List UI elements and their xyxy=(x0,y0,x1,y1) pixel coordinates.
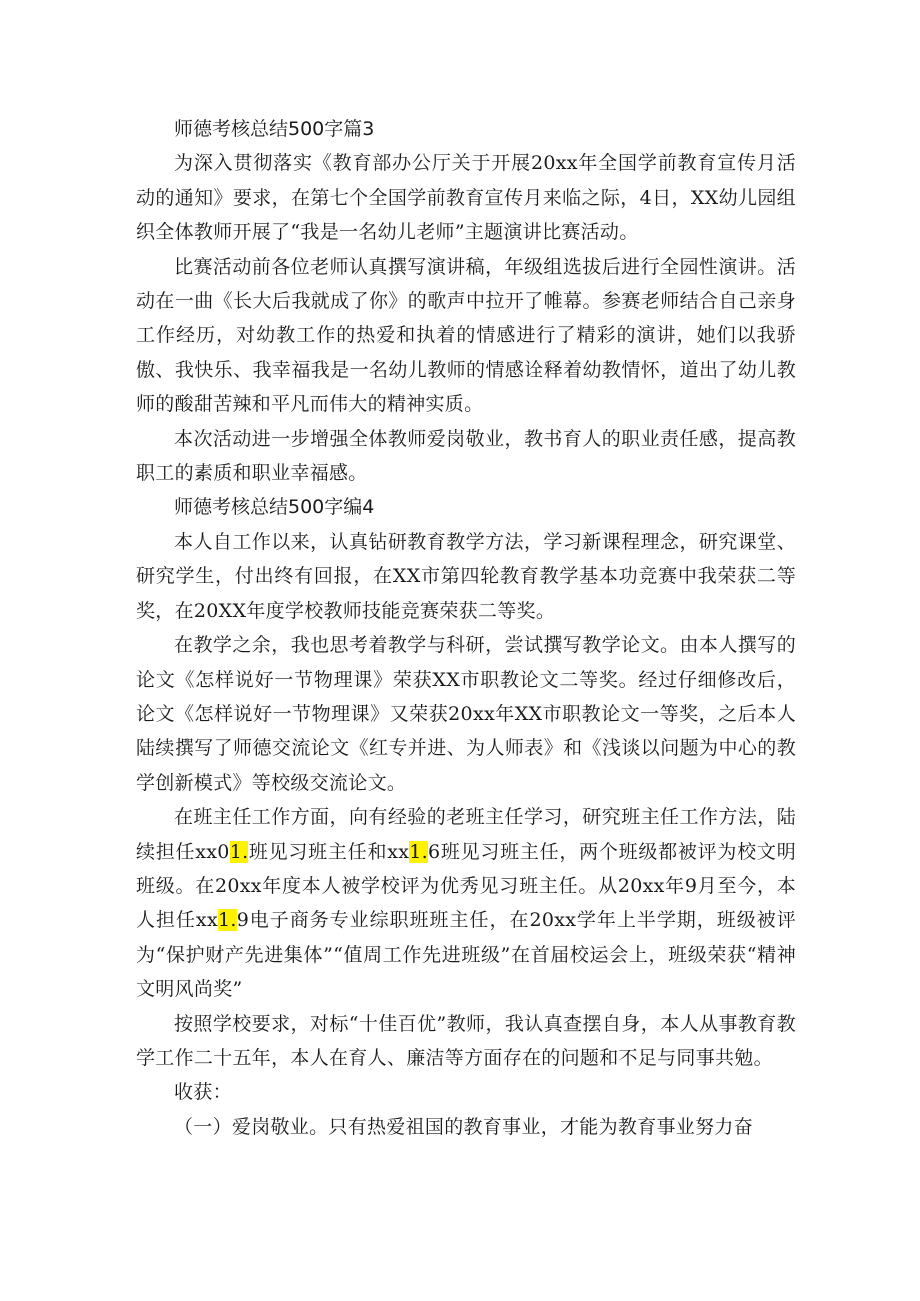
paragraph-1: 为深入贯彻落实《教育部办公厅关于开展20xx年全国学前教育宣传月活动的通知》要求，在第七个全国学前教育宣传月来临之际，4日，XX幼儿园组织全体教师开展了“我是一名幼儿老师”主题演讲比赛活动。 xyxy=(136,152,796,244)
paragraph-2: 比赛活动前各位老师认真撰写演讲稿，年级组选拔后进行全园性演讲。活动在一曲《长大后我就成了你》的歌声中拉开了帷幕。参赛老师结合自己亲身工作经历，对幼教工作的热爱和执着的情感进行了精彩的演讲，她们以我骄傲、我快乐、我幸福我是一名幼儿教师的情感诠释着幼教情怀，道出了幼儿教师的酸甜苦辣和平凡而伟大的精神实质。 xyxy=(136,255,796,416)
paragraph-6-text-b: 班见习班主任和xx xyxy=(248,840,410,863)
paragraph-9: （一）爱岗敬业。只有热爱祖国的教育事业，才能为教育事业努力奋 xyxy=(174,1115,754,1138)
section-heading-4: 师德考核总结500字编4 xyxy=(174,496,375,519)
highlight-mark-1: 1. xyxy=(229,840,249,863)
highlight-mark-3: 1. xyxy=(217,909,237,932)
paragraph-4: 本人自工作以来，认真钻研教育教学方法，学习新课程理念，研究课堂、研究学生，付出终有回报，在XX市第四轮教育教学基本功竞赛中我荣获二等奖，在20XX年度学校教师技能竞赛荣获二等奖。 xyxy=(136,530,796,622)
paragraph-3: 本次活动进一步增强全体教师爱岗敬业，教书育人的职业责任感，提高教职工的素质和职业幸福感。 xyxy=(136,427,796,485)
paragraph-7: 按照学校要求，对标“十佳百优”教师，我认真查摆自身，本人从事教育教学工作二十五年，本人在育人、廉洁等方面存在的问题和不足与同事共勉。 xyxy=(136,1012,796,1069)
paragraph-6-text-d: 9电子商务专业综职班班主任，在20xx学年上半学期，班级被评为“保护财产先进集体”“值周工作先进班级”在首届校运会上，班级荣获“精神文明风尚奖” xyxy=(136,909,796,1001)
paragraph-5: 在教学之余，我也思考着教学与科研，尝试撰写教学论文。由本人撰写的论文《怎样说好一节物理课》荣获XX市职教论文二等奖。经过仔细修改后，论文《怎样说好一节物理课》又荣获20xx年XX市职教论文一等奖，之后本人陆续撰写了师德交流论文《红专并进、为人师表》和《浅谈以问题为中心的教学创新模式》等校级交流论文。 xyxy=(136,634,796,794)
paragraph-8: 收获： xyxy=(174,1081,232,1104)
paragraph-6 xyxy=(136,800,796,1006)
paragraph-6-text-a: 在班主任工作方面，向有经验的老班主任学习，研究班主任工作方法，陆续担任xx0 xyxy=(136,806,796,863)
highlight-mark-2: 1. xyxy=(409,840,428,863)
paragraph-6-text-c: 6班见习班主任，两个班级都被评为校文明班级。在20xx年度本人被学校评为优秀见习班主任。从20xx年9月至今，本人担任xx xyxy=(136,840,796,932)
document-body xyxy=(136,112,796,1144)
section-heading-3: 师德考核总结500字篇3 xyxy=(174,118,375,140)
